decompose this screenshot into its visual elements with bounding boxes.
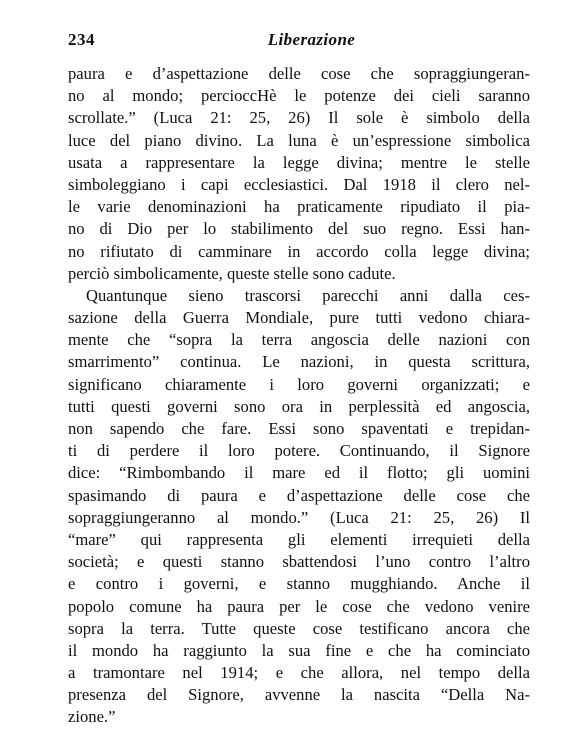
text-line: il mondo ha raggiunto la sua fine e che ha cominciato [68, 640, 530, 660]
text-line: “mare” qui rappresenta gli elementi irrequieti della [68, 529, 530, 549]
text-line: le varie denominazioni ha praticamente ripudiato il pia- [68, 197, 530, 217]
text-line: società; e questi stanno sbattendosi l’uno contro l’altro [68, 552, 530, 572]
text-line: no al mondo; percioccHè le potenze dei cieli saranno [68, 86, 530, 106]
text-line: no rifiutato di camminare in accordo colla legge divina; [68, 241, 530, 261]
text-line: smarrimento” continua. Le nazioni, in questa scrittura, [68, 352, 530, 372]
text-line: popolo comune ha paura per le cose che vedono venire [68, 596, 530, 616]
text-line: a tramontare nel 1914; e che allora, nel tempo della [68, 663, 530, 683]
body-text [68, 63, 530, 729]
text-line: luce del piano divino. La luna è un’espressione simbolica [68, 130, 530, 150]
text-line: simboleggiano i capi ecclesiastici. Dal 1918 il clero nel- [68, 174, 530, 194]
paragraph-end-line: perciò simbolicamente, queste stelle sono cadute. [68, 263, 396, 283]
text-line: non sapendo che fare. Essi sono spaventati e trepidan- [68, 419, 530, 438]
text-line: scrollate.” (Luca 21: 25, 26) Il sole è simbolo della [68, 108, 530, 128]
text-line: spasimando di paura e d’aspettazione delle cose che [68, 485, 530, 505]
text-line: ti di perdere il loro potere. Continuando, il Signore [68, 441, 530, 461]
text-line: e contro i governi, e stanno mugghiando. Anche il [68, 574, 530, 594]
text-line: sopra la terra. Tutte queste cose testificano ancora che [68, 618, 530, 638]
text-line: presenza del Signore, avvenne la nascita “Della Na- [68, 685, 530, 705]
page-number: 234 [68, 30, 95, 49]
text-line: no di Dio per lo stabilimento del suo regno. Essi han- [68, 219, 530, 239]
text-line: usata a rappresentare la legge divina; mentre le stelle [68, 152, 530, 172]
text-line: dice: “Rimbombando il mare ed il flotto; gli uomini [68, 463, 530, 483]
page-header [68, 30, 555, 54]
paragraph-end-line: zione.” [68, 707, 116, 727]
text-line: sopraggiungeranno al mondo.” (Luca 21: 25, 26) Il [68, 507, 530, 527]
text-line: significano chiaramente i loro governi organizzati; e [68, 374, 530, 394]
text-line: paura e d’aspettazione delle cose che sopraggiungeran- [68, 64, 530, 83]
text-line: mente che “sopra la terra angoscia delle nazioni con [68, 330, 530, 350]
running-title: Liberazione [267, 30, 356, 49]
paragraph-start-line: Quantunque sieno trascorsi parecchi anni dalla ces- [86, 285, 530, 305]
text-line: tutti questi governi sono ora in perplessità ed angoscia, [68, 396, 530, 416]
text-line: sazione della Guerra Mondiale, pure tutti vedono chiara- [68, 308, 530, 328]
